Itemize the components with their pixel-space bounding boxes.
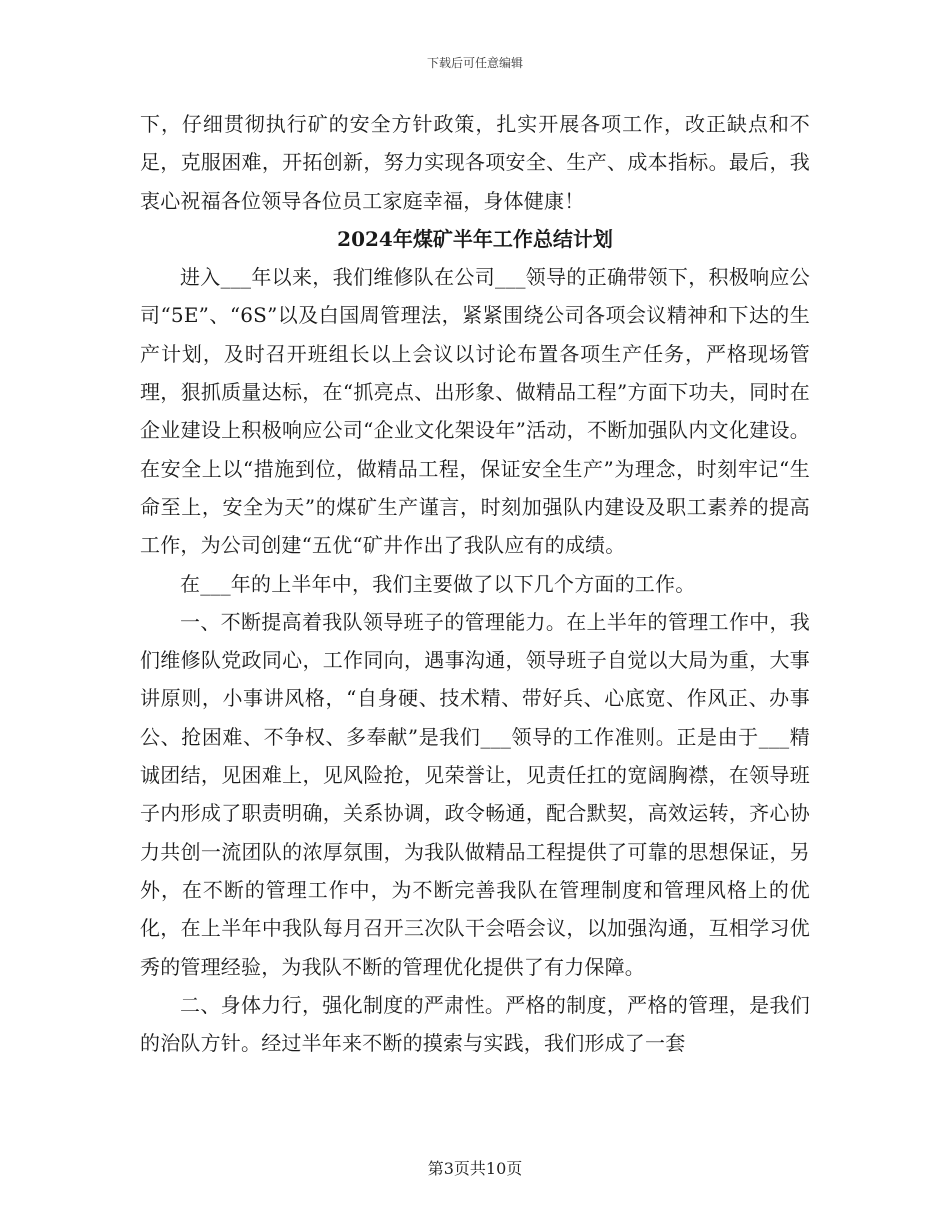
- paragraph-summary-intro: 在___年的上半年中，我们主要做了以下几个方面的工作。: [180, 571, 696, 596]
- paragraph-section-two: 二、身体力行，强化制度的严肃性。严格的制度，严格的管理，是我们的治队方针。经过半年来不断的摸索与实践，我们形成了一套: [140, 992, 810, 1056]
- paragraph-section-one: 一、不断提高着我队领导班子的管理能力。在上半年的管理工作中，我们维修队党政同心，工作同向，遇事沟通，领导班子自觉以大局为重，大事讲原则，小事讲风格，“自身硬、技术精、带好兵、心底宽、作风正、办事公、抢困难、不争权、多奉献”是我们___领导的工作准则。正是由于___精诚团结，见困难上，见风险抢，见荣誉让，见责任扛的宽阔胸襟，在领导班子内形成了职责明确，关系协调，政令畅通，配合默契，高效运转，齐心协力共创一流团队的浓厚氛围，为我队做精品工程提供了可靠的思想保证，另外，在不断的管理工作中，为不断完善我队在管理制度和管理风格上的优化，在上半年中我队每月召开三次队干会唔会议，以加强沟通，互相学习优秀的管理经验，为我队不断的管理优化提供了有力保障。: [140, 609, 810, 979]
- intro-paragraph: 下，仔细贯彻执行矿的安全方针政策，扎实开展各项工作，改正缺点和不足，克服困难，开拓创新，努力实现各项安全、生产、成本指标。最后，我衷心祝福各位领导各位员工家庭幸福，身体健康！: [140, 112, 810, 213]
- document-body: [140, 105, 810, 1062]
- paragraph-overview: 进入___年以来，我们维修队在公司___领导的正确带领下，积极响应公司“5E”、“6S”以及白国周管理法，紧紧围绕公司各项会议精神和下达的生产计划，及时召开班组长以上会议以讨论布置各项生产任务，严格现场管理，狠抓质量达标，在“抓亮点、出形象、做精品工程”方面下功夫，同时在企业建设上积极响应公司“企业文化架设年”活动，不断加强队内文化建设。在安全上以“措施到位，做精品工程，保证安全生产”为理念，时刻牢记“生命至上，安全为天”的煤矿生产谨言，时刻加强队内建设及职工素养的提高工作，为公司创建“五优“矿井作出了我队应有的成绩。: [140, 265, 810, 558]
- page-header-note: 下载后可任意编辑: [426, 56, 523, 70]
- document-title: 2024年煤矿半年工作总结计划: [337, 226, 613, 251]
- page-footer-number: 第3页共10页: [427, 1159, 523, 1178]
